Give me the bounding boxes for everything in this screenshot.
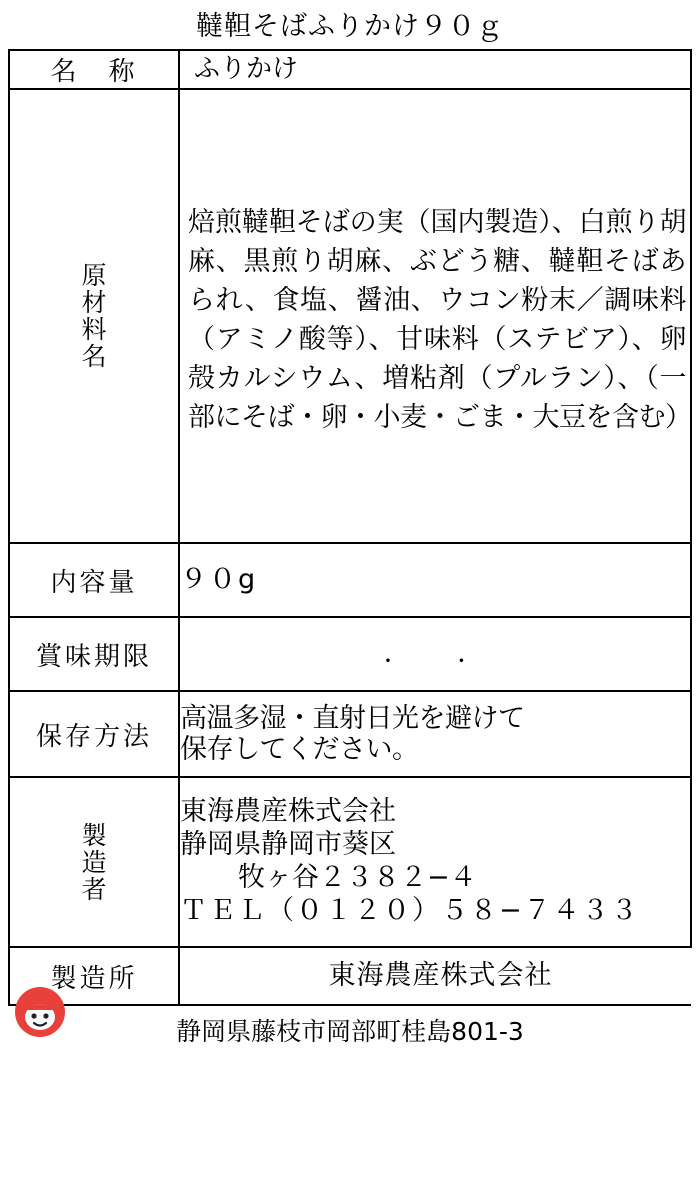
name-label: 名 称 bbox=[9, 50, 179, 89]
table-row-storage bbox=[9, 691, 691, 777]
maker-label-char-3: 者 bbox=[81, 874, 107, 904]
table-row-ingredients bbox=[9, 89, 691, 543]
best-before-label: 賞味期限 bbox=[9, 617, 179, 691]
name-value: ふりかけ bbox=[179, 50, 691, 89]
table-row-name bbox=[9, 50, 691, 89]
table-row-maker bbox=[9, 777, 691, 947]
ingredients-label-char-4: 名 bbox=[81, 342, 107, 371]
storage-label: 保存方法 bbox=[9, 691, 179, 777]
table-row-amount bbox=[9, 543, 691, 617]
maker-label-char-2: 造 bbox=[81, 847, 107, 877]
product-info-table bbox=[8, 49, 692, 1006]
storage-value-line-2: 保存してください。 bbox=[180, 734, 419, 765]
page-title: 韃靼そばふりかけ９０ｇ bbox=[196, 11, 504, 42]
factory-label: 製造所 bbox=[9, 947, 179, 1005]
maker-prefecture: 静岡県静岡市葵区 bbox=[180, 829, 396, 861]
maker-street: 牧ヶ谷２３８２−４ bbox=[238, 862, 477, 893]
best-before-value: ． ． bbox=[179, 617, 691, 691]
ingredients-value: 焙煎韃靼そばの実（国内製造）、白煎り胡麻、黒煎り胡麻、ぶどう糖、韃靼そばあられ、食塩、醤油、ウコン粉末／調味料（アミノ酸等）、甘味料（ステビア）、卵殻カルシウム、増粘剤（プルラン）、（一部にそば・卵・小麦・ごま・大豆を含む） bbox=[188, 206, 692, 434]
amount-label: 内容量 bbox=[9, 543, 179, 617]
maker-label-char-1: 製 bbox=[81, 820, 107, 850]
mascot-logo-icon bbox=[14, 986, 66, 1038]
factory-name: 東海農産株式会社 bbox=[328, 960, 553, 992]
storage-value-line-1: 高温多湿・直射日光を避けて bbox=[180, 702, 525, 734]
factory-address: 静岡県藤枝市岡部町桂島801-3 bbox=[176, 1017, 524, 1046]
table-row-factory bbox=[9, 947, 691, 1005]
ingredients-label-char-1: 原 bbox=[81, 261, 107, 290]
maker-value-cell bbox=[179, 777, 691, 947]
ingredients-label-char-2: 材 bbox=[81, 288, 107, 317]
amount-value: ９０g bbox=[179, 543, 691, 617]
maker-name: 東海農産株式会社 bbox=[180, 796, 396, 828]
maker-label bbox=[9, 777, 179, 947]
maker-tel: ＴＥＬ（０１２０）５８−７４３３ bbox=[180, 894, 640, 926]
ingredients-value-cell bbox=[179, 89, 691, 543]
factory-address-area bbox=[8, 1006, 692, 1048]
storage-value-cell bbox=[179, 691, 691, 777]
factory-name-cell bbox=[179, 947, 691, 1005]
ingredients-label bbox=[9, 89, 179, 543]
ingredients-label-char-3: 料 bbox=[81, 315, 107, 344]
table-row-best-before bbox=[9, 617, 691, 691]
